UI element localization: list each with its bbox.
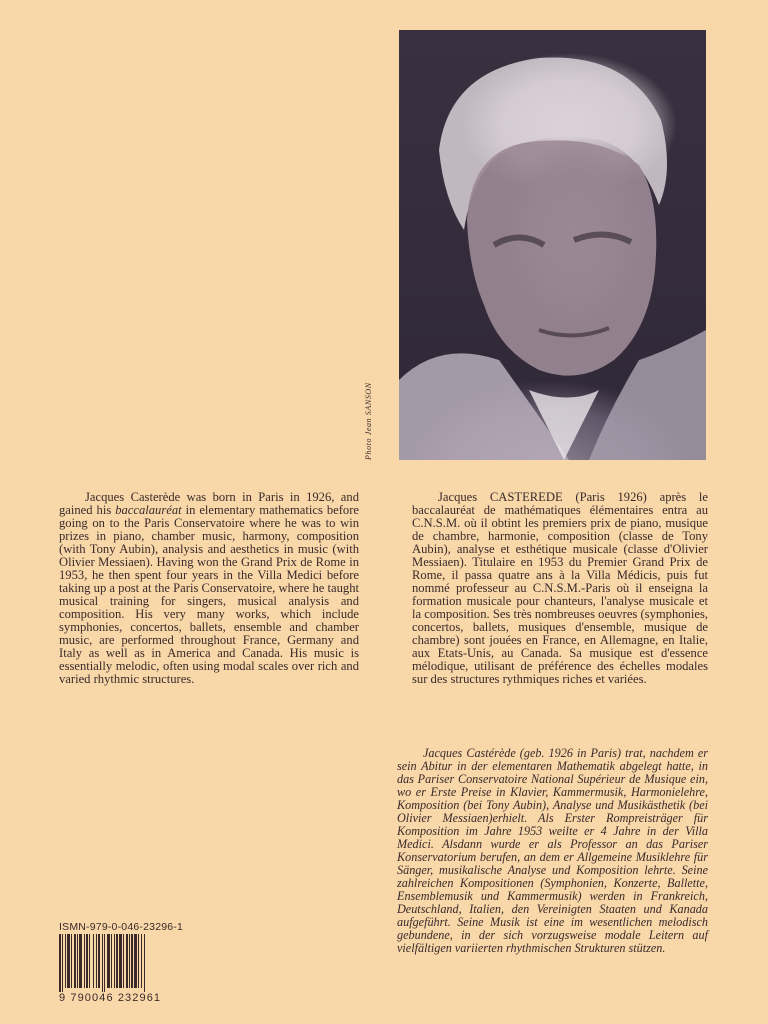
barcode-bar bbox=[62, 934, 63, 992]
barcode-bar bbox=[102, 934, 103, 992]
photo-credit: Photo Jean SANSON bbox=[364, 382, 373, 460]
barcode-bar bbox=[74, 934, 76, 988]
french-biography bbox=[412, 491, 708, 686]
barcode-bar bbox=[71, 934, 72, 988]
barcode-bar bbox=[131, 934, 133, 988]
barcode-bar bbox=[114, 934, 115, 988]
barcode-number: 9 790046 232961 bbox=[59, 992, 162, 1004]
english-text-part-1: Jacques Casterède was born in Paris in 1926, and gained his bbox=[59, 490, 359, 517]
french-paragraph: Jacques CASTEREDE (Paris 1926) après le baccalauréat de mathématiques élémentaires entra au C.N.S.M. où il obtint les premiers prix de piano, musique de chambre, harmonie, composition (classe de Tony Aubin), analyse et esthétique musicale (classe d'Olivier Messiaen). Titulaire en 1953 du Premier Grand Prix de Rome, il passa quatre ans à la Villa Médicis, puis fut nommé professeur au C.N.S.M.-Paris où il enseigna la formation musicale pour chanteurs, l'analyse musicale et la composition. Ses très nombreuses oeuvres (symphonies, concertos, ballets, musiques d'ensemble, musique de chambre) sont jouées en France, en Allemagne, en Italie, aux Etats-Unis, au Canada. Sa musique est d'essence mélodique, utilisant de préférence des échelles modales sur des structures rythmiques riches et variées. bbox=[412, 490, 708, 686]
barcode-bar bbox=[107, 934, 110, 988]
barcode-bar bbox=[104, 934, 105, 992]
barcode-bar bbox=[79, 934, 82, 988]
barcode-bar bbox=[116, 934, 118, 988]
barcode-bar bbox=[141, 934, 142, 988]
german-biography bbox=[397, 747, 708, 955]
barcode-bar bbox=[138, 934, 139, 988]
barcode-bar bbox=[93, 934, 94, 988]
barcode-bar bbox=[59, 934, 61, 992]
english-biography bbox=[59, 491, 359, 686]
barcode-bar bbox=[134, 934, 137, 988]
barcode-bar bbox=[67, 934, 70, 988]
barcode-bar bbox=[111, 934, 112, 988]
barcode-bars bbox=[59, 934, 173, 992]
barcode-bar bbox=[123, 934, 124, 988]
barcode-bar bbox=[98, 934, 100, 988]
english-text-baccalaureat: baccalauréat bbox=[115, 503, 182, 517]
portrait-silhouette-icon bbox=[399, 30, 706, 460]
barcode-bar bbox=[89, 934, 90, 988]
barcode-icon bbox=[59, 934, 173, 992]
barcode-bar bbox=[86, 934, 88, 988]
barcode-bar bbox=[144, 934, 145, 992]
german-paragraph: Jacques Castérède (geb. 1926 in Paris) trat, nachdem er sein Abitur in der elementaren Mathematik abgelegt hatte, in das Pariser Conservatoire National Supérieur de Musique ein, wo er Erste Preise in Klavier, Kammermusik, Harmonielehre, Komposition (bei Tony Aubin), Analyse und Musikästhetik (bei Olivier Messiaen)erhielt. Als Erster Rompreisträger für Komposition im Jahre 1953 weilte er 4 Jahre in der Villa Medici. Alsdann wurde er als Professor an das Pariser Konservatorium berufen, an dem er Allgemeine Musiklehre für Sänger, musikalische Analyse und Komposition lehrte. Seine zahlreichen Kompositionen (Symphonien, Konzerte, Ballette, Ensemblemusik und Kammermusik) werden in Frankreich, Deutschland, Italien, den Vereinigten Staaten und Kanada aufgeführt. Seine Musik ist eine im wesentlichen melodisch gebundene, in der sich vorzugsweise modale Leitern auf vielfältigen variierten rhythmischen Strukturen stützen. bbox=[397, 746, 708, 955]
barcode-bar bbox=[77, 934, 78, 988]
barcode-bar bbox=[96, 934, 97, 988]
barcode-bar bbox=[65, 934, 66, 988]
barcode-bar bbox=[84, 934, 85, 988]
english-paragraph bbox=[59, 491, 359, 686]
english-text-part-2: in elementary mathematics before going on to the Paris Conservatoire where he was to win prizes in piano, chamber music, harmony, composition (with Tony Aubin), analysis and aesthetics in music (with Olivier Messiaen). Having won the Grand Prix de Rome in 1953, he then spent four years in the Villa Medici before taking up a post at the Paris Conservatoire, where he taught musical training for singers, musical analysis and composition. His very many works, which include symphonies, concertos, ballets, ensemble and chamber music, are performed throughout France, Germany and Italy as well as in America and Canada. His music is essentially melodic, often using modal scales over rich and varied rhythmic structures. bbox=[59, 503, 359, 686]
barcode-bar bbox=[129, 934, 130, 988]
composer-portrait-photo bbox=[399, 30, 706, 460]
barcode-bar bbox=[119, 934, 122, 988]
barcode-bar bbox=[126, 934, 128, 988]
ismn-number: ISMN-979-0-046-23296-1 bbox=[59, 921, 184, 933]
